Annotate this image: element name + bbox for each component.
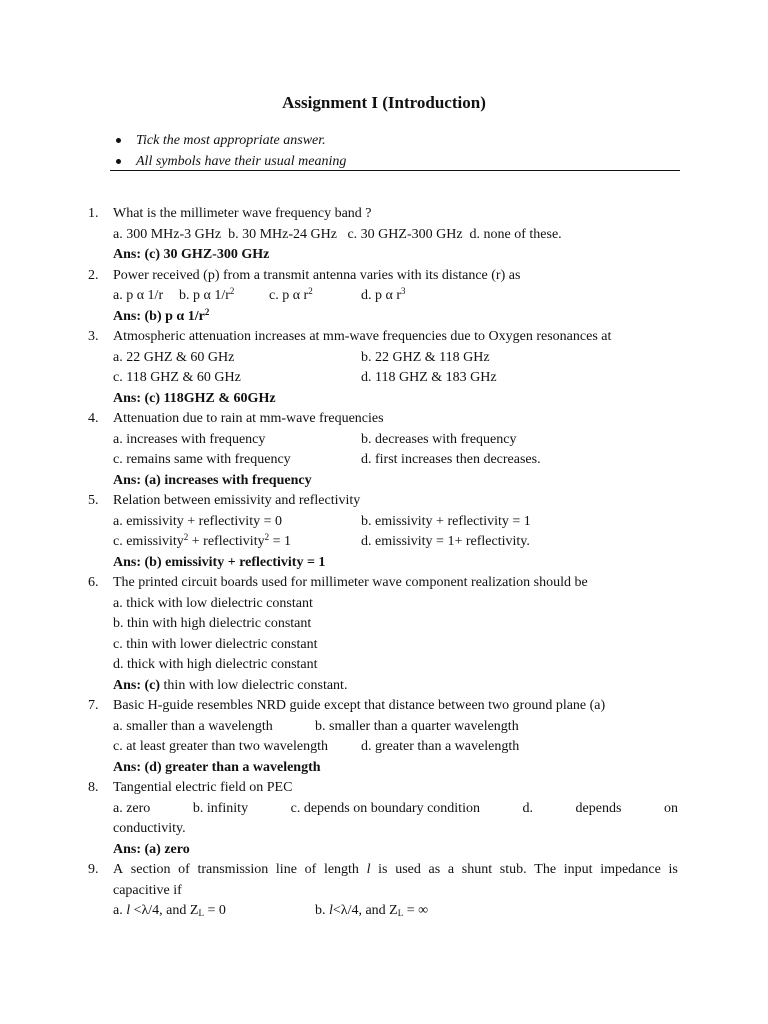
- option-c: c. remains same with frequency: [113, 452, 291, 467]
- option-c: c. at least greater than two wavelength: [113, 739, 328, 754]
- question-text: Basic H-guide resembles NRD guide except that distance between two ground plane (a): [113, 698, 606, 713]
- question-6: [88, 573, 680, 696]
- option-c: c. thin with lower dielectric constant: [113, 636, 318, 652]
- option-a: a. l <λ/4, and $Z_L = 0$: [113, 903, 226, 918]
- question-8: 8. Tangential electric field on PEC a. zero b. infinity c. depends on boundary condition d. depends on conductivity. Ans: (a) zero: [88, 778, 680, 860]
- question-list: [88, 204, 680, 922]
- option-a: a. zero: [113, 800, 151, 816]
- question-text: Power received (p) from a transmit antenna varies with its distance (r) as: [113, 267, 521, 283]
- option-c: c. 118 GHZ & 60 GHz: [113, 370, 241, 385]
- options-line: a. 300 MHz-3 GHz b. 30 MHz-24 GHz c. 30 GHZ-300 GHz d. none of these.: [113, 226, 562, 242]
- option-b: b. p α 1/r: [179, 288, 230, 303]
- option-a: a. 22 GHZ & 60 GHz: [113, 349, 235, 365]
- question-number: 7.: [88, 698, 99, 713]
- question-3: [88, 327, 680, 409]
- option-a: a. smaller than a wavelength: [113, 718, 273, 734]
- option-b: b. l<λ/4, and $Z_L$ = ∞: [315, 903, 429, 918]
- answer: Ans: (c) thin with low dielectric constant.: [113, 677, 348, 693]
- instruction-item: Tick the most appropriate answer.: [110, 130, 680, 151]
- option-d: d. first increases then decreases.: [361, 452, 541, 467]
- question-continuation: capacitive if: [113, 882, 182, 898]
- option-d: d. emissivity = 1+ reflectivity.: [361, 534, 530, 549]
- option-a: a. emissivity + reflectivity = 0: [113, 513, 282, 529]
- option-b: b. 22 GHZ & 118 GHz: [361, 349, 490, 365]
- option-b: b. decreases with frequency: [361, 431, 517, 447]
- question-number: 6.: [88, 575, 99, 590]
- question-text: Attenuation due to rain at mm-wave frequencies: [113, 411, 384, 426]
- divider: [110, 170, 680, 171]
- answer: Ans: (a) zero: [113, 841, 190, 857]
- option-d: d. 118 GHZ & 183 GHz: [361, 370, 497, 385]
- question-number: 2.: [88, 267, 99, 283]
- question-number: 8.: [88, 780, 99, 795]
- question-4: [88, 409, 680, 491]
- question-number: 5.: [88, 493, 99, 508]
- answer: Ans: (b) emissivity + reflectivity = 1: [113, 554, 326, 570]
- question-text: Atmospheric attenuation increases at mm-wave frequencies due to Oxygen resonances at: [113, 329, 612, 344]
- option-a: a. p α 1/r: [113, 288, 164, 303]
- instructions-list: [110, 130, 680, 172]
- page-title: Assignment I (Introduction): [282, 93, 486, 112]
- answer: Ans: (b) p α $1/r^2$: [113, 306, 210, 324]
- question-number: 9.: [88, 862, 99, 877]
- option-a: a. thick with low dielectric constant: [113, 595, 313, 611]
- option-c: c. emissivity$^2$ + reflectivity$^2$ = 1: [113, 532, 291, 549]
- option-d: d. p α r: [361, 288, 401, 303]
- question-9: [88, 860, 680, 922]
- option-a: a. increases with frequency: [113, 431, 266, 447]
- option-d: d.: [522, 800, 533, 816]
- answer: Ans: (a) increases with frequency: [113, 472, 312, 488]
- option-d: d. thick with high dielectric constant: [113, 657, 318, 672]
- option-c: c. depends on boundary condition: [290, 800, 480, 816]
- question-text: What is the millimeter wave frequency band ?: [113, 206, 372, 221]
- question-text: Tangential electric field on PEC: [113, 780, 293, 795]
- question-2: [88, 266, 680, 328]
- option-b: b. thin with high dielectric constant: [113, 616, 312, 631]
- option-c: c. p α r: [269, 288, 309, 303]
- option-d: d. greater than a wavelength: [361, 739, 520, 754]
- question-5: [88, 491, 680, 573]
- option-b: b. infinity: [192, 800, 249, 816]
- question-number: 1.: [88, 206, 99, 221]
- question-text: Relation between emissivity and reflectivity: [113, 493, 361, 508]
- answer: Ans: (d) greater than a wavelength: [113, 759, 321, 775]
- question-number: 4.: [88, 411, 99, 426]
- answer: Ans: (c) 118GHZ & 60GHz: [113, 390, 276, 406]
- question-text: 9. A section of transmission line of length l is used as a shunt stub. The input impedance is: [88, 860, 680, 881]
- question-7: [88, 696, 680, 778]
- answer: Ans: (c) 30 GHZ-300 GHz: [113, 247, 270, 262]
- option-b: b. emissivity + reflectivity = 1: [361, 513, 531, 529]
- question-number: 3.: [88, 329, 99, 344]
- option-b: b. smaller than a quarter wavelength: [315, 718, 519, 734]
- options-line: a. p α 1/r b. p α $1/r^2$ c. p α $r^2$ d. p α $r^3$: [88, 286, 680, 307]
- question-text: The printed circuit boards used for millimeter wave component realization should be: [113, 575, 588, 590]
- question-1: [88, 204, 680, 266]
- option-continuation: conductivity.: [113, 821, 186, 836]
- instruction-item: All symbols have their usual meaning: [110, 151, 680, 172]
